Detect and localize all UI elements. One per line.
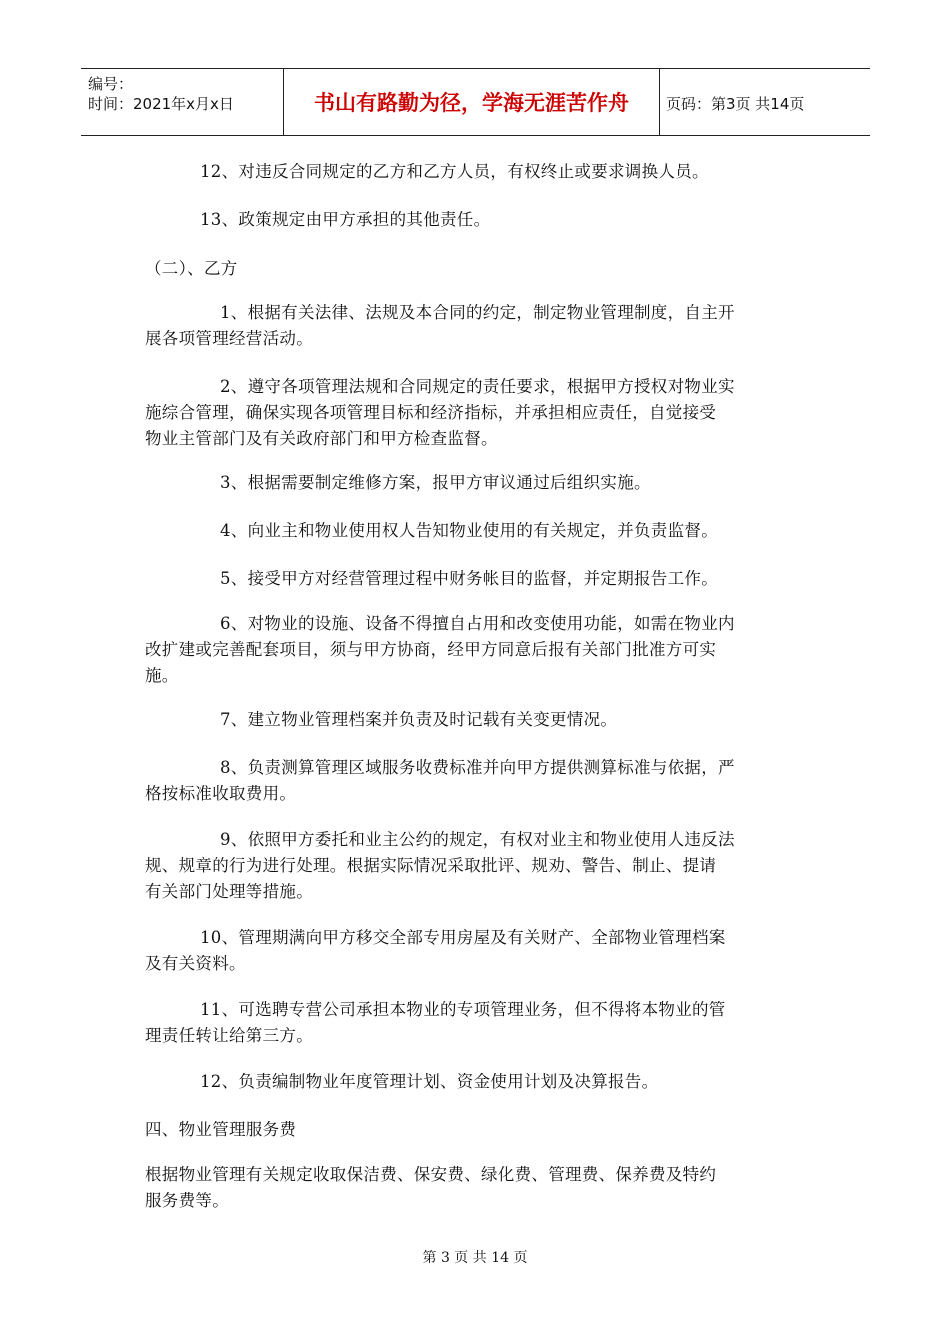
text-line: 9、依照甲方委托和业主公约的规定，有权对业主和物业使用人违反法 — [220, 830, 735, 849]
paragraph — [145, 300, 735, 352]
text-line: 格按标准收取费用。 — [145, 784, 297, 803]
text-line: 根据物业管理有关规定收取保洁费、保安费、绿化费、管理费、保养费及特约 — [145, 1165, 717, 1184]
text-line: 四、物业管理服务费 — [145, 1120, 297, 1139]
text-line: 2、遵守各项管理法规和合同规定的责任要求，根据甲方授权对物业实 — [220, 377, 735, 396]
paragraph — [200, 1069, 658, 1095]
section-heading — [145, 256, 238, 282]
text-line: 12、对违反合同规定的乙方和乙方人员，有权终止或要求调换人员。 — [200, 162, 709, 181]
text-line: 5、接受甲方对经营管理过程中财务帐目的监督，并定期报告工作。 — [220, 569, 718, 588]
text-line: 有关部门处理等措施。 — [145, 882, 313, 901]
paragraph — [200, 159, 709, 185]
text-line: 4、向业主和物业使用权人告知物业使用的有关规定，并负责监督。 — [220, 521, 718, 540]
text-line: 服务费等。 — [145, 1191, 229, 1210]
page-footer: 第 3 页 共 14 页 — [422, 1250, 528, 1266]
paragraph — [220, 707, 617, 733]
header-motto: 书山有路勤为径，学海无涯苦作舟 — [314, 91, 629, 115]
section-heading — [145, 1117, 296, 1143]
header-divider — [659, 69, 660, 135]
text-line: 施。 — [145, 666, 179, 685]
text-line: 展各项管理经营活动。 — [145, 329, 313, 348]
date-label: 时间：2021年x月x日 — [88, 95, 234, 113]
header-page-info: 页码：第3页 共14页 — [666, 95, 805, 113]
paragraph — [220, 566, 718, 592]
paragraph — [145, 997, 726, 1049]
paragraph — [145, 827, 735, 905]
text-line: 施综合管理，确保实现各项管理目标和经济指标，并承担相应责任，自觉接受 — [145, 403, 717, 422]
paragraph — [145, 925, 726, 977]
document-header — [81, 68, 870, 136]
paragraph — [145, 1162, 716, 1214]
text-line: 6、对物业的设施、设备不得擅自占用和改变使用功能，如需在物业内 — [220, 614, 735, 633]
paragraph — [145, 755, 735, 807]
text-line: 11、可选聘专营公司承担本物业的专项管理业务，但不得将本物业的管 — [200, 1000, 726, 1019]
text-line: （二）、乙方 — [145, 259, 238, 278]
text-line: 规、规章的行为进行处理。根据实际情况采取批评、规劝、警告、制止、提请 — [145, 856, 717, 875]
text-line: 1、根据有关法律、法规及本合同的约定，制定物业管理制度，自主开 — [220, 303, 735, 322]
text-line: 8、负责测算管理区域服务收费标准并向甲方提供测算标准与依据，严 — [220, 758, 735, 777]
text-line: 12、负责编制物业年度管理计划、资金使用计划及决算报告。 — [200, 1072, 659, 1091]
header-meta — [81, 69, 283, 135]
text-line: 13、政策规定由甲方承担的其他责任。 — [200, 210, 491, 229]
text-line: 及有关资料。 — [145, 954, 246, 973]
paragraph — [145, 611, 735, 689]
paragraph — [220, 518, 718, 544]
paragraph — [145, 374, 735, 452]
text-line: 10、管理期满向甲方移交全部专用房屋及有关财产、全部物业管理档案 — [200, 928, 726, 947]
text-line: 3、根据需要制定维修方案，报甲方审议通过后组织实施。 — [220, 473, 651, 492]
paragraph — [200, 207, 490, 233]
number-label: 编号： — [88, 75, 134, 93]
text-line: 物业主管部门及有关政府部门和甲方检查监督。 — [145, 429, 498, 448]
text-line: 理责任转让给第三方。 — [145, 1026, 313, 1045]
text-line: 改扩建或完善配套项目，须与甲方协商，经甲方同意后报有关部门批准方可实 — [145, 640, 717, 659]
text-line: 7、建立物业管理档案并负责及时记载有关变更情况。 — [220, 710, 618, 729]
paragraph — [220, 470, 651, 496]
